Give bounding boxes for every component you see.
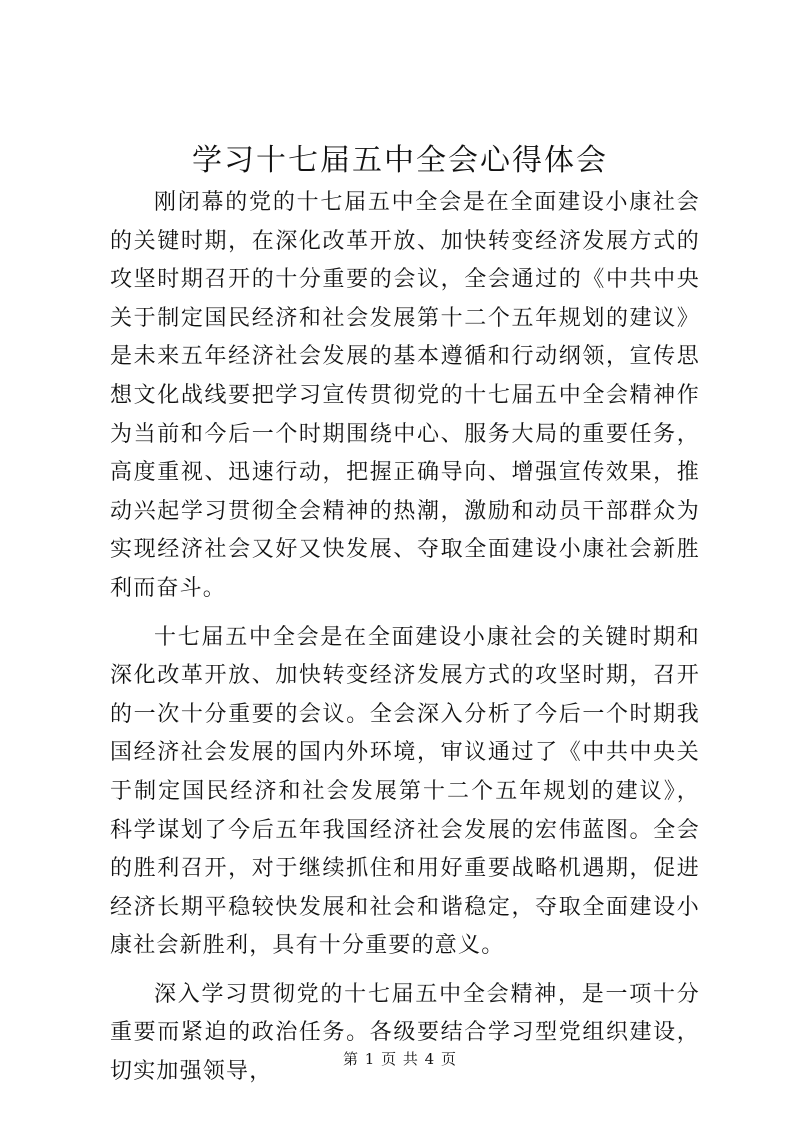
paragraph-3: 深入学习贯彻党的十七届五中全会精神，是一项十分重要而紧迫的政治任务。各级要结合学习型党组织建设，切实加强领导， <box>110 981 700 1085</box>
paragraph-1: 刚闭幕的党的十七届五中全会是在全面建设小康社会的关键时期，在深化改革开放、加快转变经济发展方式的攻坚时期召开的十分重要的会议，全会通过的《中共中央关于制定国民经济和社会发展第十二个五年规划的建议》是未来五年经济社会发展的基本遵循和行动纲领，宣传思想文化战线要把学习宣传贯彻党的十七届五中全会精神作为当前和今后一个时期围绕中心、服务大局的重要任务，高度重视、迅速行动，把握正确导向、增强宣传效果，推动兴起学习贯彻全会精神的热潮，激励和动员干部群众为实现经济社会又好又快发展、夺取全面建设小康社会新胜利而奋斗。 <box>110 190 700 601</box>
document-title: 学习十七届五中全会心得体会 <box>192 143 608 178</box>
document-body <box>110 184 700 1102</box>
page-footer: 第 1 页 共 4 页 <box>343 1050 457 1068</box>
paragraph-2: 十七届五中全会是在全面建设小康社会的关键时期和深化改革开放、加快转变经济发展方式的攻坚时期，召开的一次十分重要的会议。全会深入分析了今后一个时期我国经济社会发展的国内外环境，审议通过了《中共中央关于制定国民经济和社会发展第十二个五年规划的建议》，科学谋划了今后五年我国经济社会发展的宏伟蓝图。全会的胜利召开，对于继续抓住和用好重要战略机遇期，促进经济长期平稳较快发展和社会和谐稳定，夺取全面建设小康社会新胜利，具有十分重要的意义。 <box>110 624 700 959</box>
